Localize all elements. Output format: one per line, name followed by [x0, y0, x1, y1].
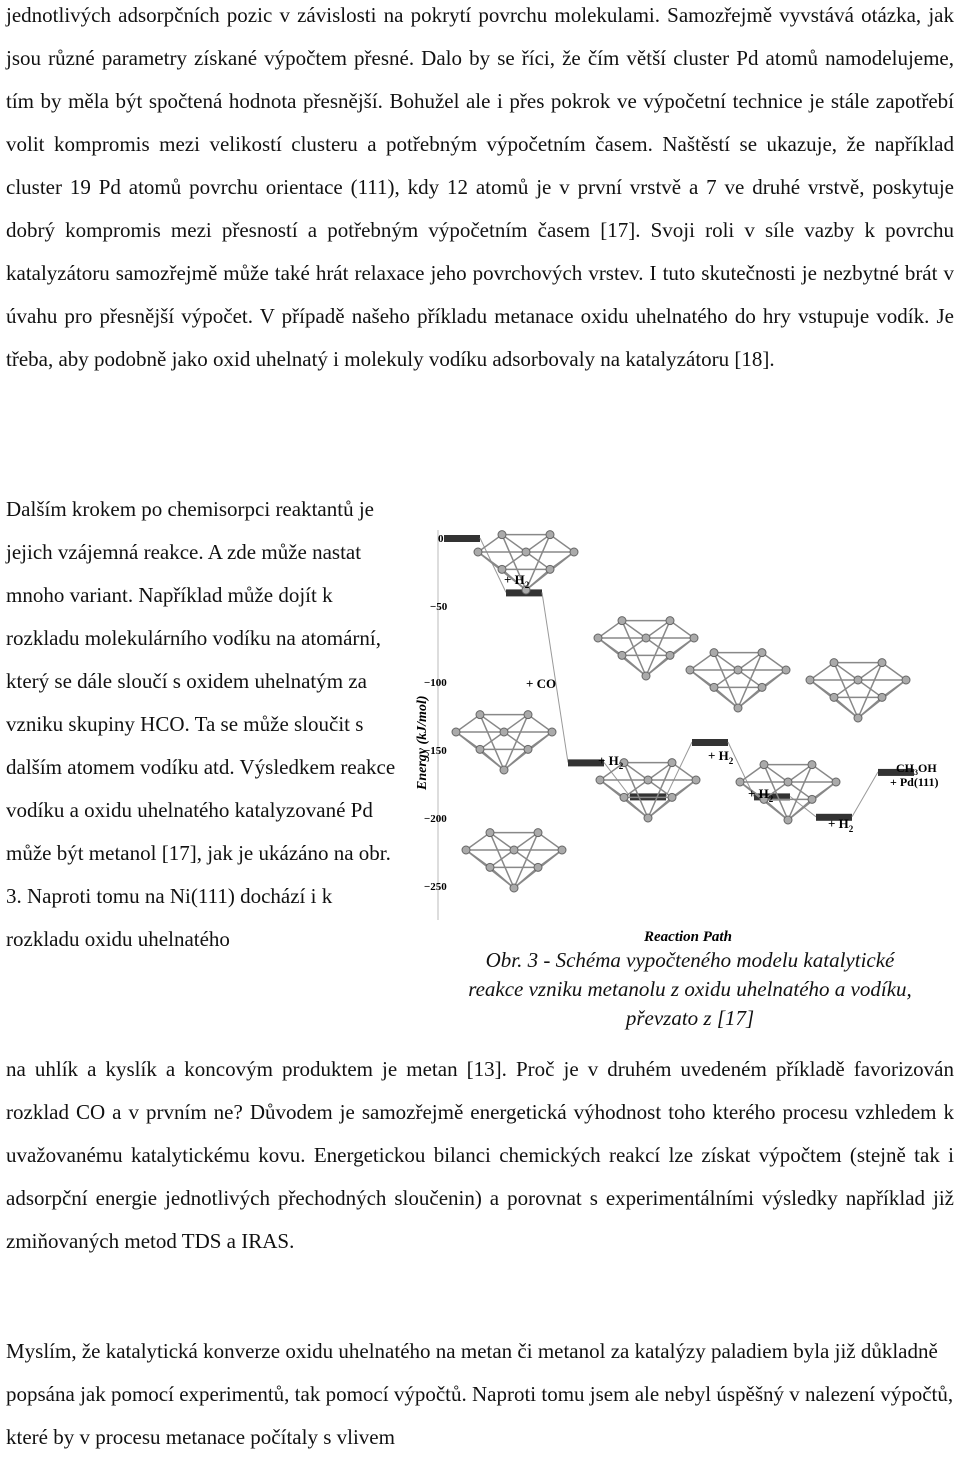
pd-atom	[832, 778, 840, 786]
pd-atom	[878, 659, 886, 667]
pd-atom	[806, 676, 814, 684]
pd-atom	[510, 884, 518, 892]
pd-atom	[452, 728, 460, 736]
step-label-h2: + $H_2$	[708, 748, 734, 766]
pd-atom	[618, 651, 626, 659]
pd-cluster-illustration	[686, 649, 790, 712]
y-axis-label: Energy (kJ/mol)	[415, 695, 430, 790]
pd-atom	[558, 846, 566, 854]
cluster-bond	[514, 867, 538, 888]
pd-atom	[500, 766, 508, 774]
level-connector	[852, 772, 878, 817]
pd-atom	[760, 761, 768, 769]
pd-atom	[546, 531, 554, 539]
pd-atom	[596, 776, 604, 784]
pd-atom	[854, 676, 862, 684]
ytick-label: 0	[438, 533, 444, 545]
caption-line: Obr. 3 - Schéma vypočteného modelu katalytické	[485, 948, 895, 972]
energy-diagram-svg	[408, 520, 956, 950]
pd-atom	[902, 676, 910, 684]
pd-atom	[642, 634, 650, 642]
paragraph-reaction-continued: na uhlík a kyslík a koncovým produktem je metan [13]. Proč je v druhém uvedeném příkladě favorizován rozklad CO a v prvním ne? Důvodem je samozřejmě energetická výhodnost toho kterého procesu vzhledem k uvažovanému katalytickému kovu. Energetickou bilanci chemických reakcí lze získat výpočtem (stejně tak i adsorpční energie jednotlivých přechodných sloučenin) a porovnat s experimentálními výsledky například již zmiňovaných metod TDS a IRAS.	[6, 1057, 954, 1253]
cluster-bond	[646, 655, 670, 676]
pd-cluster-illustration	[596, 759, 700, 822]
figure-energy-diagram	[408, 520, 956, 950]
step-label-h2: + $H_2$	[598, 753, 624, 771]
cluster-bond	[738, 687, 762, 708]
step-label-h2: + $H_2$	[828, 816, 854, 834]
pd-atom	[522, 548, 530, 556]
pd-atom	[692, 776, 700, 784]
caption-line: reakce vzniku metanolu z oxidu uhelnatého a vodíku,	[468, 977, 912, 1001]
pd-atom	[462, 846, 470, 854]
pd-atom	[524, 711, 532, 719]
cluster-bond	[788, 799, 812, 820]
pd-atom	[808, 761, 816, 769]
pd-atom	[474, 548, 482, 556]
pd-atom	[878, 693, 886, 701]
pd-atom	[618, 617, 626, 625]
pd-atom	[830, 659, 838, 667]
figure-caption	[410, 946, 960, 1033]
pd-atom	[666, 651, 674, 659]
pd-atom	[548, 728, 556, 736]
pd-atom	[546, 565, 554, 573]
pd-cluster-illustration	[452, 711, 556, 774]
pd-atom	[690, 634, 698, 642]
pd-atom	[830, 693, 838, 701]
pd-atom	[510, 846, 518, 854]
pd-atom	[784, 816, 792, 824]
pd-atom	[476, 745, 484, 753]
pd-atom	[668, 759, 676, 767]
paragraph-reaction-intro: Dalším krokem po chemisorpci reaktantů je jejich vzájemná reakce. A zde může nastat mnoho variant. Například může dojít k rozkladu molekulárního vodíku na atomární, který se dále sloučí s oxidem uhelnatým za vzniku skupiny HCO. Ta se může sloučit s dalším atomem vodíku atd. Výsledkem reakce vodíku a oxidu uhelnatého katalyzované Pd může být metanol [17], jak je ukázáno na obr. 3. Naproti tomu na Ni(111) dochází i k rozkladu oxidu uhelnatého	[6, 497, 396, 951]
pd-atom	[486, 829, 494, 837]
pd-atom	[570, 548, 578, 556]
cluster-bond	[858, 697, 882, 718]
pd-atom	[734, 666, 742, 674]
ytick-label: −200	[424, 813, 447, 825]
pd-atom	[644, 814, 652, 822]
energy-level-bar	[444, 535, 480, 542]
pd-atom	[808, 795, 816, 803]
pd-atom	[734, 704, 742, 712]
pd-atom	[534, 863, 542, 871]
pd-atom	[666, 617, 674, 625]
step-label-h2: + $H_2$	[504, 572, 530, 590]
pd-atom	[500, 728, 508, 736]
cluster-bond	[526, 569, 550, 590]
pd-atom	[784, 778, 792, 786]
pd-atom	[686, 666, 694, 674]
pd-atom	[782, 666, 790, 674]
step-label-h2: + $H_2$	[748, 786, 774, 804]
pd-atom	[476, 711, 484, 719]
product-label: $CH_3OH$	[896, 761, 937, 777]
ytick-label: −50	[430, 601, 448, 613]
paragraph-adsorption: jednotlivých adsorpčních pozic v závislosti na pokrytí povrchu molekulami. Samozřejmě vyvstává otázka, jak jsou různé parametry získané výpočtem přesné. Dalo by se říci, že čím větší cluster Pd atomů namodelujeme, tím by měla být spočtená hodnota přesnější. Bohužel ale i přes pokrok ve výpočetní technice je stále zapotřebí volit kompromis mezi velikostí clusteru a potřebným výpočetním časem. Naštěstí se ukazuje, že například cluster 19 Pd atomů povrchu orientace (111), kdy 12 atomů je v první vrstvě a 7 ve druhé vrstvě, poskytuje dobrý kompromis mezi přesností a potřebným výpočetním časem [17]. Svoji roli v síle vazby k povrchu katalyzátoru samozřejmě může také hrát relaxace jeho povrchových vrstev. I tuto skutečnosti je nezbytné brát v úvahu pro přesnější výpočet. V případě našeho příkladu metanace oxidu uhelnatého do hry vstupuje vodík. Je třeba, aby podobně jako oxid uhelnatý i molekuly vodíku adsorbovaly na katalyzátoru [18].	[6, 3, 954, 371]
caption-line: převzato z [17]	[625, 1006, 755, 1030]
ytick-label: −250	[424, 881, 447, 893]
pd-atom	[594, 634, 602, 642]
pd-atom	[498, 531, 506, 539]
step-label-co: + CO	[526, 676, 557, 691]
pd-atom	[524, 745, 532, 753]
paragraph-conclusion: Myslím, že katalytická konverze oxidu uhelnatého na metan či metanol za katalýzy paladiem byla již důkladně popsána jak pomocí experimentů, tak pomocí výpočtů. Naproti tomu jsem ale nebyl úspěšný v nalezení výpočtů, které by v procesu metanace počítaly s vlivem	[6, 1339, 954, 1449]
cluster-bond	[504, 749, 528, 770]
pd-atom	[736, 778, 744, 786]
pd-atom	[642, 672, 650, 680]
pd-atom	[486, 863, 494, 871]
pd-atom	[710, 683, 718, 691]
pd-cluster-illustration	[806, 659, 910, 722]
ytick-label: −100	[424, 677, 447, 689]
product-label: + Pd(111)	[890, 775, 939, 789]
pd-cluster-illustration	[462, 829, 566, 892]
pd-atom	[644, 776, 652, 784]
x-axis-label: Reaction Path	[644, 929, 732, 945]
pd-atom	[854, 714, 862, 722]
pd-atom	[758, 649, 766, 657]
pd-atom	[710, 649, 718, 657]
cluster-bond	[648, 797, 672, 818]
pd-atom	[668, 793, 676, 801]
pd-atom	[534, 829, 542, 837]
ytick-label: −150	[424, 745, 447, 757]
pd-cluster-illustration	[594, 617, 698, 680]
energy-level-bar	[692, 739, 728, 746]
pd-atom	[620, 793, 628, 801]
pd-atom	[758, 683, 766, 691]
